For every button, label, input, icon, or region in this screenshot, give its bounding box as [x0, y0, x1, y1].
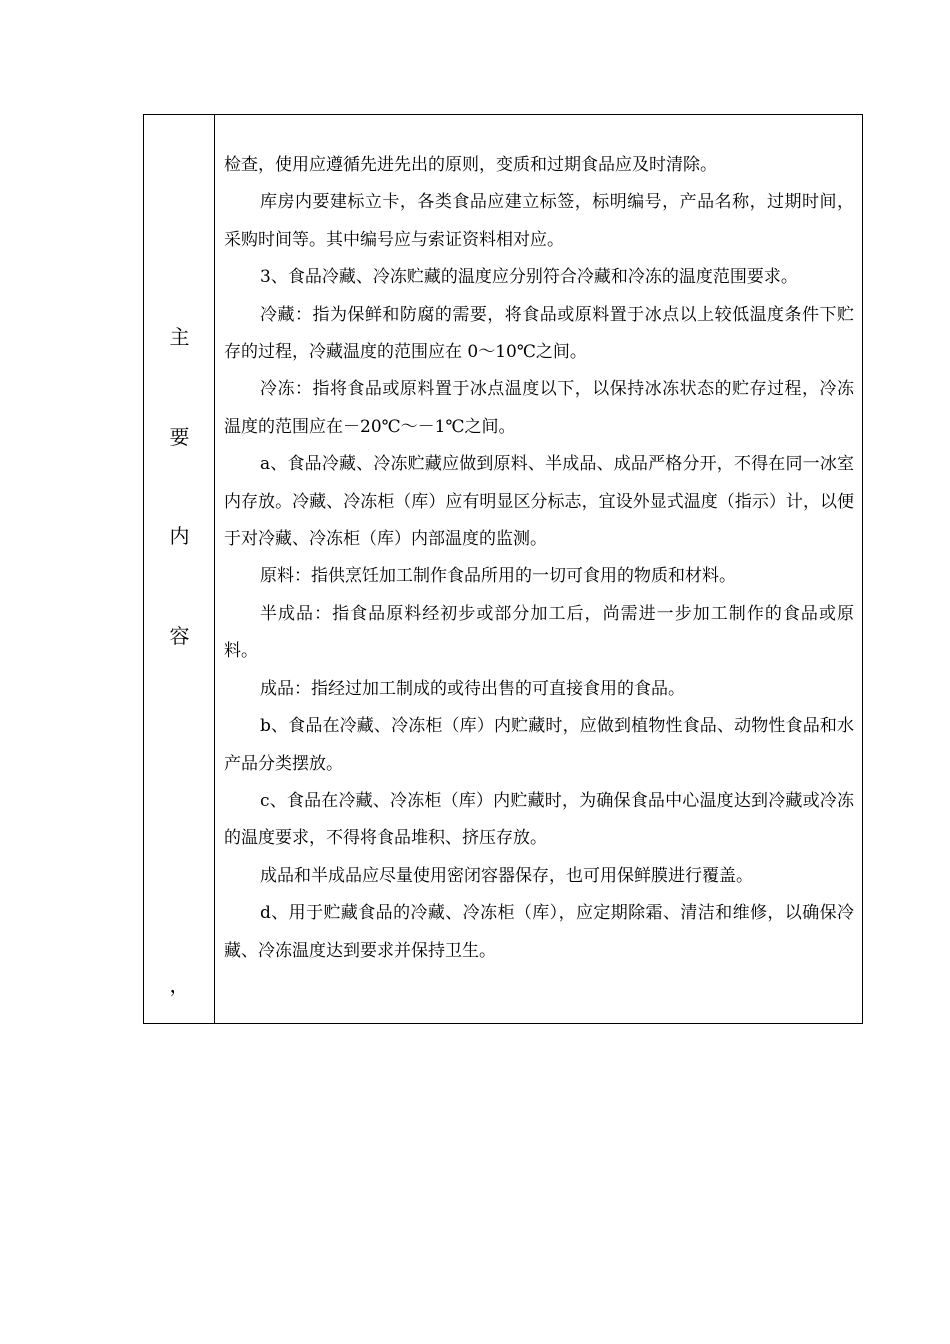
- label-char-comma: ，: [169, 973, 190, 997]
- label-char-yao: 要: [169, 425, 190, 449]
- content-table: [143, 114, 863, 1024]
- paragraph-0: 检查，使用应遵循先进先出的原则，变质和过期食品应及时清除。: [224, 155, 717, 175]
- content-cell: [215, 115, 862, 1023]
- paragraph-11: 成品和半成品应尽量使用密闭容器保存，也可用保鲜膜进行覆盖。: [260, 865, 753, 886]
- paragraph-1: 库房内要建标立卡，各类食品应建立标签，标明编号，产品名称，过期时间，采购时间等。其中编号应与索证资料相对应。: [224, 192, 854, 250]
- label-char-rong: 容: [169, 624, 190, 648]
- content-body: [224, 147, 854, 970]
- paragraph-3: 冷藏：指为保鲜和防腐的需要，将食品或原料置于冰点以上较低温度条件下贮存的过程，冷藏温度的范围应在 0～10℃之间。: [224, 304, 854, 363]
- paragraph-9: b、食品在冷藏、冷冻柜（库）内贮藏时，应做到植物性食品、动物性食品和水产品分类摆放。: [224, 716, 854, 774]
- paragraph-2: 3、食品冷藏、冷冻贮藏的温度应分别符合冷藏和冷冻的温度范围要求。: [260, 267, 798, 288]
- paragraph-8: 成品：指经过加工制成的或待出售的可直接食用的食品。: [260, 678, 685, 699]
- paragraph-10: c、食品在冷藏、冷冻柜（库）内贮藏时，为确保食品中心温度达到冷藏或冷冻的温度要求，不得将食品堆积、挤压存放。: [224, 790, 854, 849]
- label-char-nei: 内: [169, 524, 190, 548]
- row-label-cell: [144, 115, 215, 1023]
- paragraph-4: 冷冻：指将食品或原料置于冰点温度以下，以保持冰冻状态的贮存过程，冷冻温度的范围应在－20℃～－1℃之间。: [224, 379, 854, 437]
- paragraph-12: d、用于贮藏食品的冷藏、冷冻柜（库），应定期除霜、清洁和维修，以确保冷藏、冷冻温度达到要求并保持卫生。: [224, 903, 854, 961]
- paragraph-7: 半成品：指食品原料经初步或部分加工后，尚需进一步加工制作的食品或原料。: [224, 603, 854, 662]
- paragraph-6: 原料：指供烹饪加工制作食品所用的一切可食用的物质和材料。: [260, 566, 736, 587]
- label-char-zhu: 主: [169, 325, 190, 349]
- paragraph-5: a、食品冷藏、冷冻贮藏应做到原料、半成品、成品严格分开，不得在同一冰室内存放。冷藏、冷冻柜（库）应有明显区分标志，宜设外显式温度（指示）计，以便于对冷藏、冷冻柜（库）内部温度的监测。: [224, 454, 854, 550]
